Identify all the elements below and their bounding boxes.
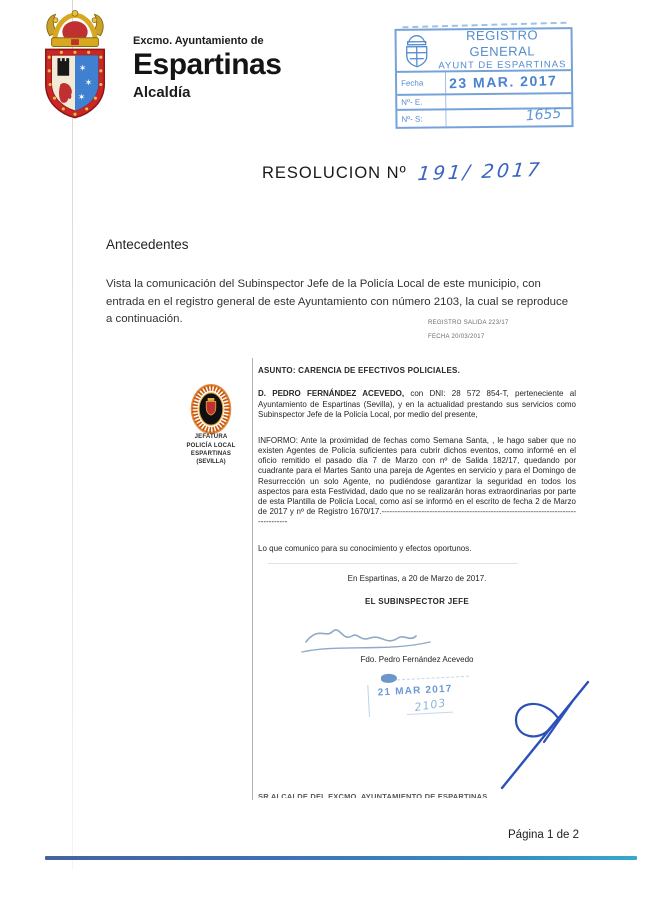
stamp-underline <box>407 712 453 715</box>
stamp-edge-dash <box>397 676 469 681</box>
ink-blot <box>381 673 397 683</box>
letter-paragraph-1 <box>258 389 576 421</box>
org-name: Espartinas <box>133 48 282 81</box>
stamp-title: REGISTRO GENERAL <box>466 27 539 60</box>
letter-closing: Lo que comunico para su conocimiento y efectos oportunos. <box>258 544 472 553</box>
police-letterhead-line2: POLICÍA LOCAL <box>186 442 236 449</box>
signature-scribble <box>298 612 448 660</box>
police-letterhead <box>168 433 254 459</box>
scan-fold-line <box>72 0 73 870</box>
resolution-title <box>262 158 544 186</box>
addressee-line: SR ALCALDE DEL EXCMO. AYUNTAMIENTO DE ESPARTINAS <box>258 792 488 798</box>
resolution-number-handwritten: 191/ 2017 <box>416 158 544 186</box>
espartinas-coat-of-arms-icon <box>36 8 114 122</box>
police-badge-icon <box>190 383 232 435</box>
police-letterhead-line3: ESPARTINAS <box>190 451 232 458</box>
rubric-flourish <box>492 676 602 794</box>
antecedentes-paragraph: Vista la comunicación del Subinspector Jefe de la Policía Local de este municipio, con entrada en el registro general de este Ayuntamiento con número 2103, la cual se reproduce a continuación. <box>106 278 569 326</box>
inner-fecha-salida: FECHA 20/03/2017 <box>428 334 485 340</box>
stamp-salida-label: Nº- S: <box>397 110 446 127</box>
stamp-entrada-label: Nº- E. <box>397 95 446 109</box>
svg-text:✶: ✶ <box>77 92 86 103</box>
stamp-edge-line <box>367 685 370 717</box>
stamp-header <box>397 29 571 73</box>
svg-text:✶: ✶ <box>78 62 87 73</box>
entry-date-stamp-date: 21 MAR 2017 <box>377 683 453 699</box>
police-letterhead-line1: JEFATURA <box>194 434 228 440</box>
registry-stamp <box>394 23 573 129</box>
scan-artifact <box>268 563 518 564</box>
entry-number-handwritten: 2103 <box>413 696 448 715</box>
letterhead <box>133 36 281 100</box>
footer-rule <box>45 856 637 860</box>
stamp-box <box>395 27 574 129</box>
subject-line: ASUNTO: CARENCIA DE EFECTIVOS POLICIALES. <box>258 366 460 375</box>
entry-date-stamp <box>365 673 485 721</box>
antecedentes-heading: Antecedentes <box>106 237 189 252</box>
stamp-fecha-value: 23 MAR. 2017 <box>448 71 558 91</box>
org-prefix: Excmo. Ayuntamiento de <box>133 35 264 47</box>
stamp-crest-icon <box>402 34 432 68</box>
letter-paragraph-2: INFORMO: Ante la proximidad de fechas como Semana Santa, , le hago saber que no existen Agentes de Policía suficientes para cubrir dichos eventos, como informé en el oficio remitido el pasado día 7 de Marzo con nº de Salida 182/17, quedando por cuadrante para el Martes Santo una pareja de Agentes en servicio y para el Domingo de Resurrección un solo Agente, no pudiéndose garantizar la seguridad en todos los aspectos para esta Festividad, dado que no se realizarán horas extraordinarias por parte de esta Plantilla de Policía Local, como así se informó en el escrito de fecha 2 de Marzo de 2017 y nº de Registro 1670/17.------------------------------------------------------------------------------------ <box>258 436 576 527</box>
inner-registro-salida: REGISTRO SALIDA 223/17 <box>428 320 509 326</box>
police-letterhead-province: (SEVILLA) <box>196 459 226 465</box>
signer-name: Fdo. Pedro Fernández Acevedo <box>360 655 474 664</box>
embedded-letter-border <box>252 358 253 800</box>
stamp-subtitle: AYUNT DE ESPARTINAS <box>438 59 567 72</box>
stamp-row-fecha <box>397 71 571 96</box>
stamp-row-salida <box>397 105 571 127</box>
signer-name-bold: D. PEDRO FERNÁNDEZ ACEVEDO, <box>258 389 405 398</box>
resolution-title-printed: RESOLUCION Nº <box>262 164 407 182</box>
stamp-header-text <box>433 27 570 73</box>
stamp-salida-value: 1655 <box>525 105 562 125</box>
page-number-label: Página 1 de 2 <box>508 829 579 841</box>
letter-place-date: En Espartinas, a 20 de Marzo de 2017. <box>347 574 487 583</box>
signer-title: EL SUBINSPECTOR JEFE <box>365 597 469 606</box>
org-department: Alcaldía <box>133 84 191 101</box>
letter-paragraph-1-rest: con DNI: 28 572 854-T, perteneciente al Ayuntamiento de Espartinas (Sevilla), y en la actualidad prestando sus servicios como Subinspector Jefe de la Policía Local, por medio del presente, <box>258 389 576 420</box>
inner-registry-block <box>428 320 509 348</box>
svg-text:✶: ✶ <box>84 77 93 88</box>
stamp-fecha-label: Fecha <box>397 72 446 94</box>
